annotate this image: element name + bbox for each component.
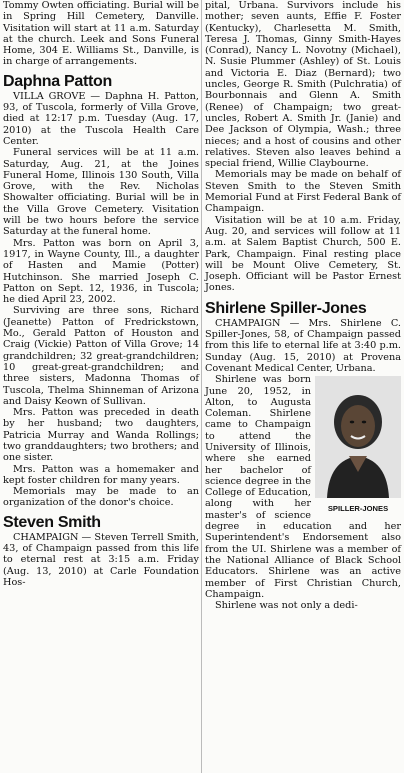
steven-paragraph-1: CHAMPAIGN — Steven Terrell Smith, 43, of Champaign passed from this life to eternal rest at 3:15 a.m. Friday (Aug. 13, 2010) at Carle Foundation Hos- (3, 531, 199, 588)
shirlene-paragraph-1: CHAMPAIGN — Mrs. Shirlene C. Spiller-Jones, 58, of Champaign passed from this life to eternal life at 3:40 p.m. Sunday (Aug. 15, 2010) at Provena Covenant Medical Center, Urbana. (205, 317, 401, 374)
left-column (3, 0, 199, 588)
daphna-heading: Daphna Patton (3, 72, 112, 90)
daphna-paragraph-7: Memorials may be made to an organization of the donor's choice. (3, 486, 199, 509)
steven-continuation-2: Memorials may be made on behalf of Steven Smith to the Steven Smith Memorial Fund at First Federal Bank of Champaign. (205, 169, 401, 215)
steven-heading: Steven Smith (3, 513, 101, 531)
shirlene-photo (315, 376, 401, 514)
daphna-paragraph-2: Funeral services will be at 11 a.m. Saturday, Aug. 21, at the Joines Funeral Home, Illinois 130 South, Villa Grove, with the Rev. Nicholas Showalter officiating. Burial will be in the Villa Grove Cemetery. Visitation will be two hours before the service Saturday at the funeral home. (3, 147, 199, 238)
daphna-paragraph-5: Mrs. Patton was preceded in death by her husband; two daughters, Patricia Murray and Wanda Rollings; two granddaughters; two brothers; and one sister. (3, 407, 199, 464)
column-rule (201, 0, 202, 773)
shirlene-heading: Shirlene Spiller-Jones (205, 299, 367, 317)
daphna-paragraph-4: Surviving are three sons, Richard (Jeanette) Patton of Fredrickstown, Mo., Gerald Patton of Houston and Craig (Vickie) Patton of Villa Grove; 14 grandchildren; 32 great-grandchildren; 10 great-great-grandchildren; and three sisters, Madonna Thomas of Tuscola, Thelma Shinneman of Arizona and Daisy Keown of Sullivan. (3, 305, 199, 407)
steven-continuation-3: Visitation will be at 10 a.m. Friday, Aug. 20, and services will follow at 11 a.m. at Salem Baptist Church, 500 E. Park, Champaign. Final resting place will be Mount Olive Cemetery, St. Joseph. Officiant will be Pastor Ernest Jones. (205, 214, 401, 294)
portrait-photo-icon (315, 376, 401, 498)
shirlene-paragraph-2: Shirlene was born June 20, 1952, in Alton, to Augusta Coleman. Shirlene came to Champaign to attend the University of Illinois, where she earned her bachelor of science degree in the College of Education, along with her master's of science degree in education and her Superintendent's Endorsement also from the UI. Shirlene was a member of the National Alliance of Black School Educators. Shirlene was an active member of First Christian Church, Champaign. (205, 374, 401, 600)
owten-continuation: Tommy Owten officiating. Burial will be in Spring Hill Cemetery, Danville. Visitation will start at 11 a.m. Saturday at the church. Leek and Sons Funeral Home, 304 E. Williams St., Danville, is in charge of arrangements. (3, 0, 199, 68)
shirlene-photo-block (205, 374, 401, 600)
right-column (205, 0, 401, 611)
daphna-paragraph-1: VILLA GROVE — Daphna H. Patton, 93, of Tuscola, formerly of Villa Grove, died at 12:17 p.m. Tuesday (Aug. 17, 2010) at the Tuscola Health Care Center. (3, 90, 199, 147)
shirlene-paragraph-3: Shirlene was not only a dedi- (215, 600, 358, 612)
daphna-paragraph-3: Mrs. Patton was born on April 3, 1917, in Wayne County, Ill., a daughter of Hasten and Mamie (Potter) Hutchinson. She married Joseph C. Patton on Sept. 12, 1936, in Tuscola; he died April 23, 2002. (3, 237, 199, 306)
daphna-paragraph-6: Mrs. Patton was a homemaker and kept foster children for many years. (3, 463, 199, 486)
photo-caption: SPILLER-JONES (327, 504, 389, 514)
steven-continuation-1: pital, Urbana. Survivors include his mother; seven aunts, Effie F. Foster (Kentucky), Charlesetta M. Smith, Teresa J. Thomas, Ginny Smith-Hayes (Conrad), Nancy L. Novotny (Michael), N. Susie Plummer (Ashley) of St. Louis and Victoria E. Diaz (Bernard); two uncles, George R. Smith (Pulchratia) of Bourbonnais and Glenn A. Smith (Renee) of Champaign; two great-uncles, Robert A. Smith Jr. (Janie) and Dee Jackson of Olympia, Wash.; three nieces; and a host of cousins and other relatives. Steven also leaves behind a special friend, Willie Claybourne. (205, 0, 401, 170)
